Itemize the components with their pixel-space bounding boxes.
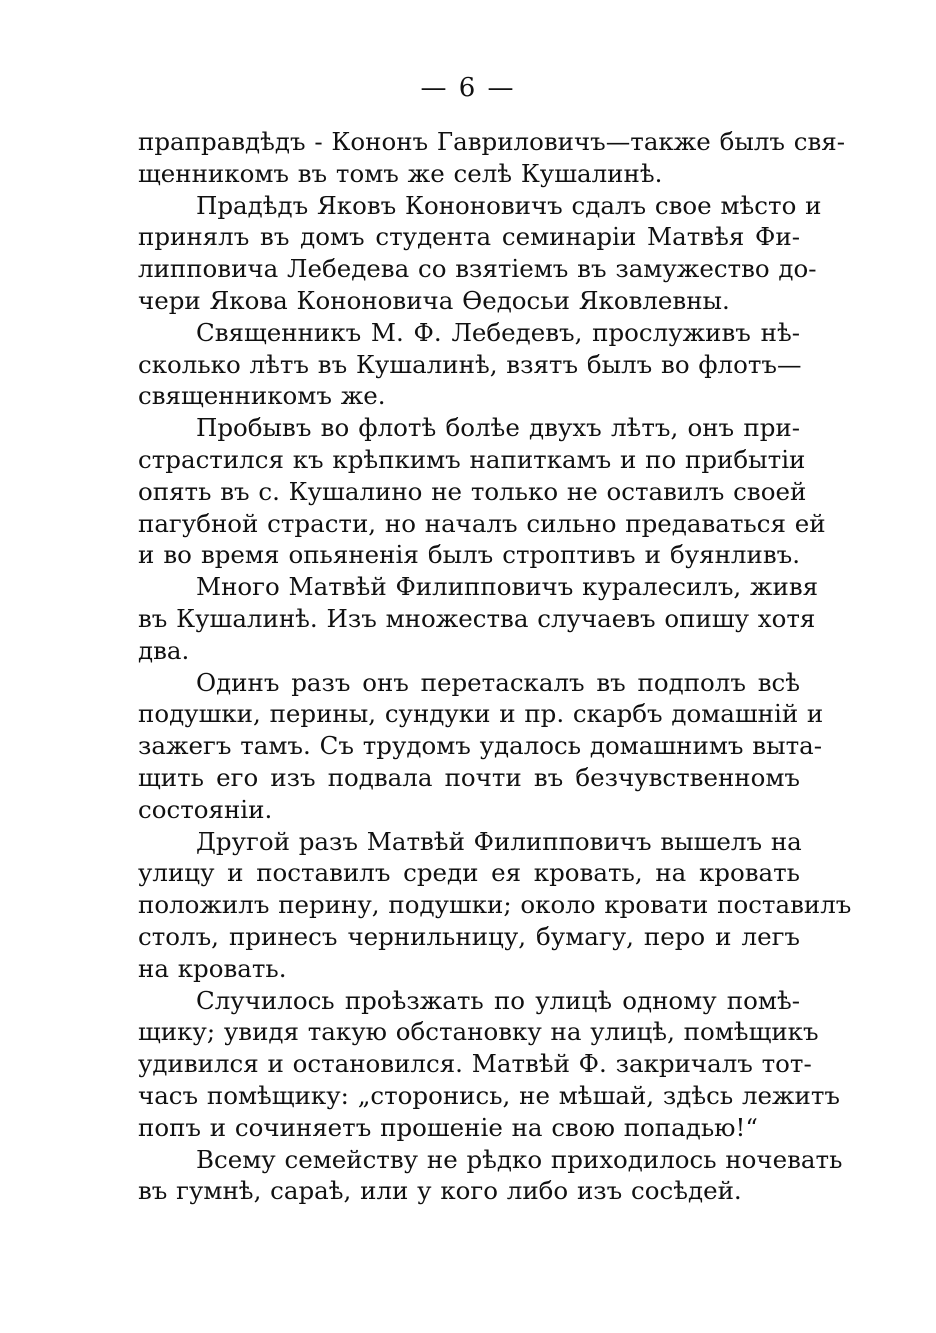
text-line: чери Якова Кононовича Ѳедосьи Яковлевны. [138, 285, 730, 315]
text-line: праправдѣдъ - Кононъ Гавриловичъ—также былъ свя- [138, 127, 846, 156]
text-line: Священникъ М. Ф. Лебедевъ, прослуживъ нѣ- [196, 317, 800, 347]
text-line: положилъ перину, подушки; около кровати поставилъ [138, 890, 852, 920]
text-line: Случилось проѣзжать по улицѣ одному помѣ- [196, 985, 800, 1015]
page-number: — 6 — [420, 73, 516, 103]
text-line: липповича Лебедева со взятіемъ въ замужество до- [138, 254, 817, 284]
text-line: священникомъ же. [138, 381, 386, 411]
text-line: и во время опьяненія былъ строптивъ и буянливъ. [138, 540, 800, 570]
paragraph [138, 1144, 843, 1208]
text-line: улицу и поставилъ среди ея кровать, на кровать [138, 858, 800, 888]
paragraph [138, 412, 826, 571]
text-line: подушки, перины, сундуки и пр. скарбъ домашній и [138, 699, 824, 729]
text-line: въ Кушалинѣ. Изъ множества случаевъ опишу хотя [138, 603, 816, 633]
text-line: на кровать. [138, 953, 287, 983]
text-line: удивился и остановился. Матвѣй Ф. закричалъ тот- [138, 1049, 812, 1079]
text-line: часъ помѣщику: „сторонись, не мѣшай, здѣсь лежитъ [138, 1080, 841, 1110]
text-line: столъ, принесъ чернильницу, бумагу, перо и легъ [138, 921, 800, 951]
paragraph [138, 667, 824, 826]
text-line: зажегъ тамъ. Съ трудомъ удалось домашнимъ выта- [138, 731, 823, 761]
text-line: пагубной страсти, но началъ сильно предаваться ей [138, 508, 826, 538]
text-line: Пробывъ во флотѣ болѣе двухъ лѣтъ, онъ при- [196, 413, 800, 443]
text-line: Одинъ разъ онъ перетаскалъ въ подполъ всѣ [196, 667, 800, 697]
paragraph [138, 985, 841, 1144]
body-text [138, 126, 852, 1207]
text-line: сколько лѣтъ въ Кушалинѣ, взятъ былъ во флотъ— [138, 349, 802, 379]
paragraph [138, 826, 852, 985]
text-line: Другой разъ Матвѣй Филипповичъ вышелъ на [196, 826, 802, 856]
text-line: Прадѣдъ Яковъ Кононовичъ сдалъ свое мѣсто и [196, 190, 822, 220]
paragraph [138, 190, 822, 317]
text-line: принялъ въ домъ студента семинаріи Матвѣя Фи- [138, 222, 800, 252]
text-line: щенникомъ въ томъ же селѣ Кушалинѣ. [138, 158, 663, 188]
text-line: два. [138, 635, 190, 665]
paragraph [138, 317, 800, 412]
text-line: состояніи. [138, 794, 273, 824]
text-line: щить его изъ подвала почти въ безчувственномъ [138, 762, 800, 792]
text-line: въ гумнѣ, сараѣ, или у кого либо изъ сосѣдей. [138, 1176, 742, 1206]
text-line: Много Матвѣй Филипповичъ куралесилъ, живя [196, 572, 819, 602]
text-line: попъ и сочиняетъ прошеніе на свою попадью!“ [138, 1112, 758, 1142]
text-line: страстился къ крѣпкимъ напиткамъ и по прибытіи [138, 444, 806, 474]
paragraph [138, 126, 846, 190]
text-line: опять въ с. Кушалино не только не оставилъ своей [138, 476, 807, 506]
text-line: щику; увидя такую обстановку на улицѣ, помѣщикъ [138, 1017, 819, 1047]
text-line: Всему семейству не рѣдко приходилось ночевать [196, 1144, 843, 1174]
paragraph [138, 571, 819, 666]
